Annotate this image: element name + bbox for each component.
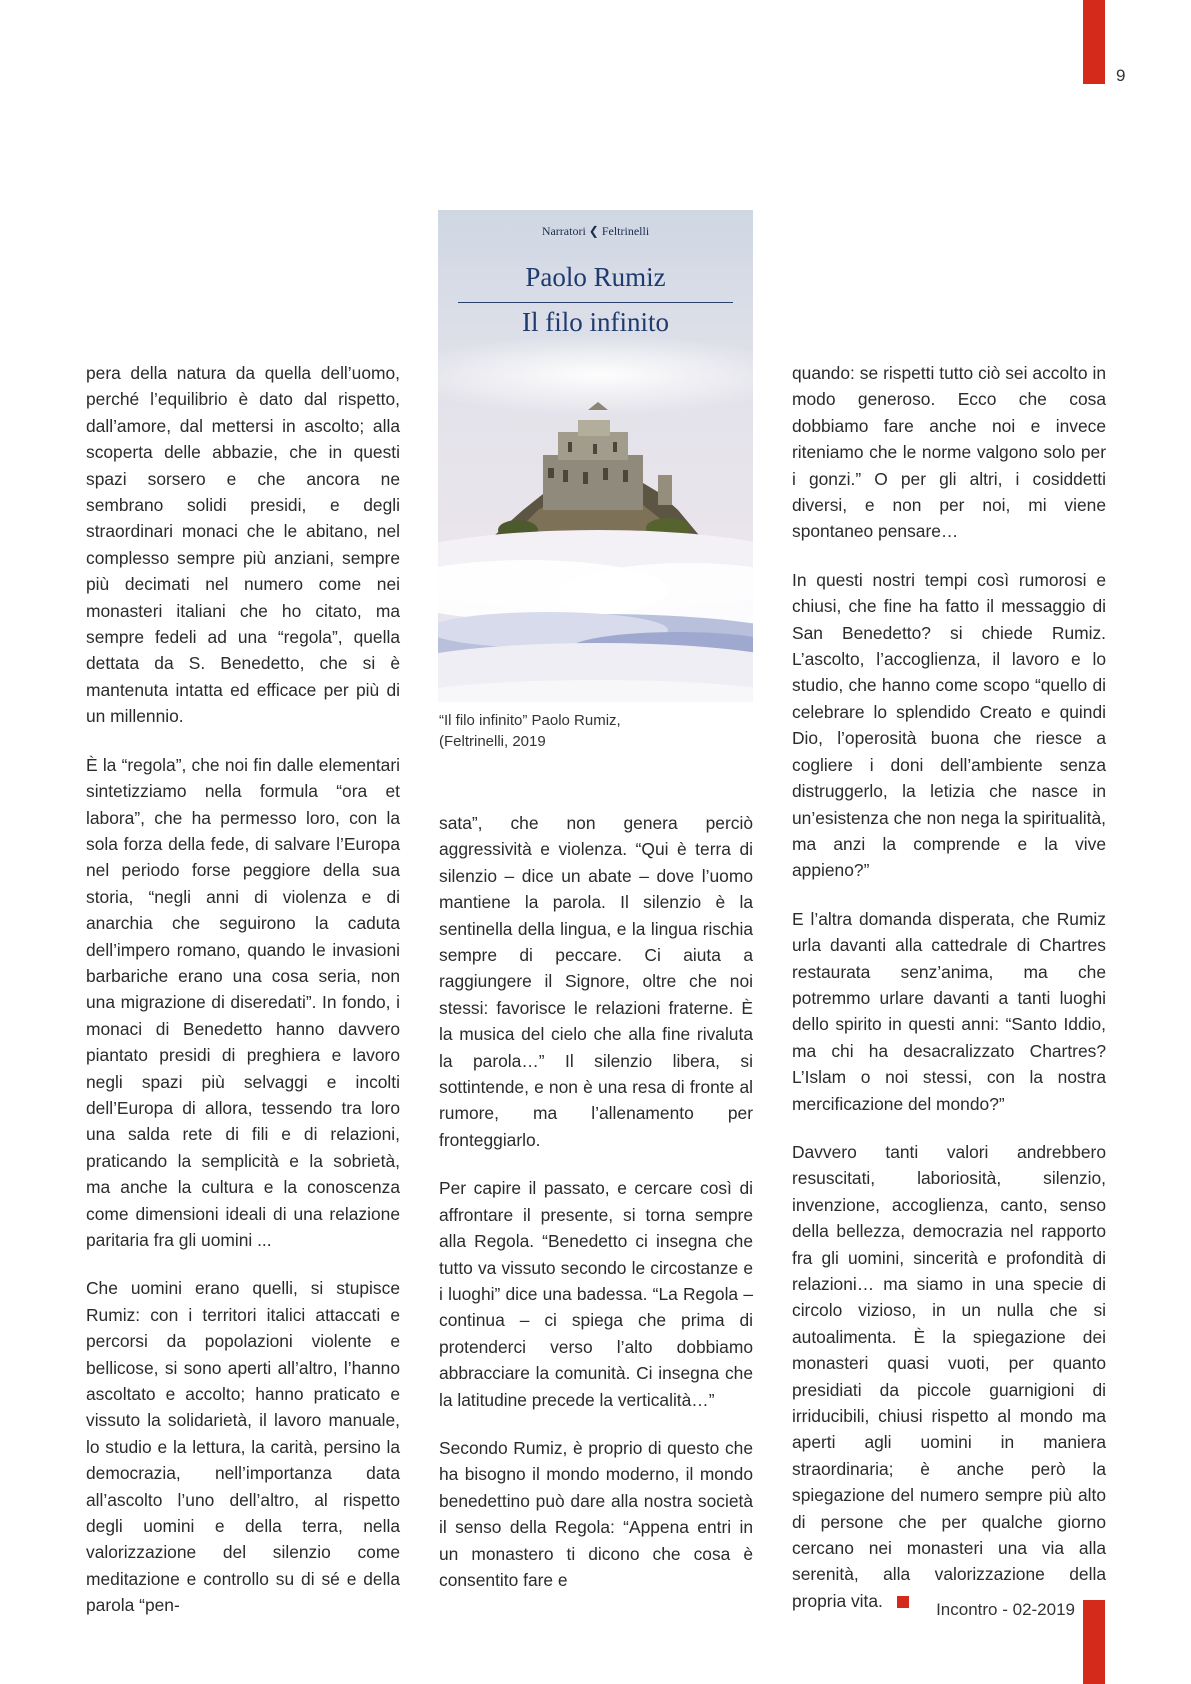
paragraph: È la “regola”, che noi fin dalle elementari sintetizziamo nella formula “ora et labora”, che ha permesso loro, con la sola forza della fede, di salvare l’Europa nel periodo forse peggiore della sua storia, “negli anni di violenza e di anarchia che seguirono la caduta dell’impero romano, quando le invasioni barbariche erano una cosa seria, non una migrazione di diseredati”. In fondo, i monaci di Benedetto hanno davvero piantato presidi di preghiera e lavoro negli spazi più selvaggi e incolti dell’Europa di allora, tessendo tra loro una salda rete di fili e di relazioni, praticando la semplicità e la sobrietà, ma anche la cultura e la conoscenza come dimensioni ideali di una relazione paritaria fra gli uomini ... xyxy=(86,754,400,1250)
caption-line: (Feltrinelli, 2019 xyxy=(439,733,546,750)
paragraph: Per capire il passato, e cercare così di affrontare il presente, si torna sempre alla Regola. “Benedetto ci insegna che tutto va vissuto secondo le circostanze e i luoghi” dice una badessa. “La Regola – continua – ci spiega che prima di protenderci verso l’alto dobbiamo abbracciare la comunità. Ci insegna che la latitudine precede la verticalità…” xyxy=(439,1178,753,1410)
paragraph: Che uomini erano quelli, si stupisce Rumiz: con i territori italici attaccati e percorsi da popolazioni violente e bellicose, si sono aperti all’altro, l’hanno ascoltato e accolto; hanno praticato e vissuto la solidarietà, il lavoro manuale, lo studio e la lettura, la carità, persino la democrazia, nell’importanza data all’ascolto l’uno dell’altro, al rispetto degli uomini e della terra, nella valorizzazione del silenzio come meditazione e controllo su di sé e della parola “pen- xyxy=(86,1278,400,1616)
image-caption xyxy=(439,710,739,752)
cover-title: Il filo infinito xyxy=(522,307,669,337)
caption-line: “Il filo infinito” Paolo Rumiz, xyxy=(439,712,621,729)
article-column-right xyxy=(792,360,1106,1614)
paragraph-final xyxy=(792,1139,1106,1614)
cover-author: Paolo Rumiz xyxy=(525,262,666,292)
article-column-middle xyxy=(439,810,753,1593)
article-column-left xyxy=(86,360,400,1619)
accent-bar-top xyxy=(1083,0,1105,84)
paragraph: pera della natura da quella dell’uomo, perché l’equilibrio è dato dal rispetto, dall’amore, dal mettersi in ascolto; alla scoperta delle abbazie, che in questi spazi sorsero e che ancora ne sembrano solidi presidi, e degli straordinari monaci che le abitano, nel complesso sempre più anziani, sempre più decimati nel numero come nei monasteri italiani che ho citato, ma sempre fedeli ad una “regola”, quella dettata da S. Benedetto, che si è mantenuta intatta ed efficace per più di un millennio. xyxy=(86,363,400,727)
footer-issue: Incontro - 02-2019 xyxy=(936,1600,1075,1619)
end-of-article-mark xyxy=(897,1596,909,1608)
accent-bar-bottom xyxy=(1083,1600,1105,1684)
cover-publisher: Narratori ❮ Feltrinelli xyxy=(541,224,650,238)
paragraph: quando: se rispetti tutto ciò sei accolto in modo generoso. Ecco che cosa dobbiamo fare anche noi e invece riteniamo che le norme valgono solo per i gonzi.” O per gli altri, i cosiddetti diversi, e non per noi, mi viene spontaneo pensare… xyxy=(792,363,1106,542)
page-number: 9 xyxy=(1116,66,1126,85)
paragraph: E l’altra domanda disperata, che Rumiz urla davanti alla cattedrale di Chartres restaurata senz’anima, ma che potremmo urlare davanti a tanti luoghi dello spirito in questi anni: “Santo Iddio, ma chi ha desacralizzato Chartres? L’Islam o noi stessi, con la nostra mercificazione del mondo?” xyxy=(792,908,1106,1114)
paragraph: Secondo Rumiz, è proprio di questo che ha bisogno il mondo moderno, il mondo benedettino può dare alla nostra società il senso della Regola: “Appena entri in un monastero ti dicono che cosa è consentito fare e xyxy=(439,1437,753,1590)
cover-divider xyxy=(458,302,733,303)
paragraph: sata”, che non genera perciò aggressività e violenza. “Qui è terra di silenzio – dice un abate – dove l’uomo mantiene la parola. Il silenzio è la sentinella della lingua, e la lingua rischia sempre di peccare. Ci aiuta a raggiungere il Signore, oltre che noi stessi: favorisce le relazioni fraterne. È la musica del cielo che alla fine rivaluta la parola…” Il silenzio libera, si sottintende, e non è una resa di fronte al rumore, ma l’allenamento per fronteggiarlo. xyxy=(439,813,753,1150)
paragraph-text: Davvero tanti valori andrebbero resuscitati, laboriosità, silenzio, invenzione, accoglienza, canto, senso della bellezza, democrazia nel rapporto fra gli uomini, sincerità e profondità di relazioni… ma siamo in una specie di circolo vizioso, in un nulla che si autoalimenta. È la spiegazione dei monasteri quasi vuoti, per quanto presidiati da piccole guarnigioni di irriducibili, chiusi rispetto al mondo ma aperti agli uomini in maniera straordinaria; è anche però la spiegazione del numero sempre più alto di persone che per qualche giorno cercano nei monasteri una via alla serenità, alla valorizzazione della propria vita. xyxy=(792,1141,1106,1611)
book-cover-image xyxy=(438,210,753,702)
paragraph: In questi nostri tempi così rumorosi e chiusi, che fine ha fatto il messaggio di San Benedetto? si chiede Rumiz. L’ascolto, l’accoglienza, il lavoro e lo studio, che hanno come scopo “quello di celebrare lo splendido Creato e quindi Dio, l’operosità buona che riesce a cogliere i doni dell’ambiente senza distruggerlo, la letizia che nasce in un’esistenza che non nega la spiritualità, ma anzi la comprende e la vive appieno?” xyxy=(792,569,1106,881)
